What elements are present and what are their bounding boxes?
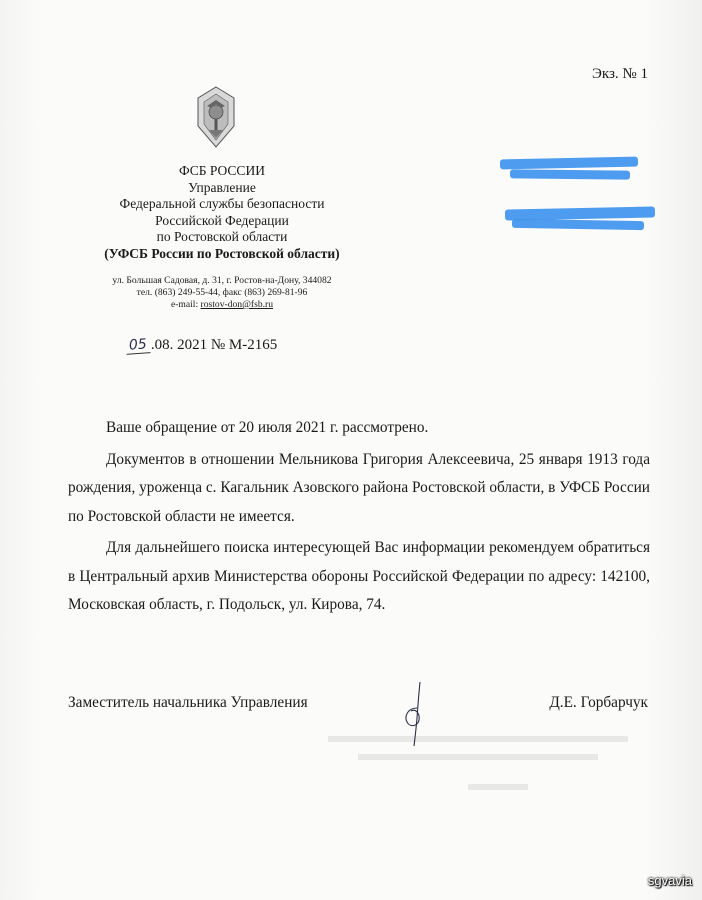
org-line-service: Федеральной службы безопасности [119, 196, 325, 211]
org-line-region: по Ростовской области [156, 229, 288, 244]
redaction-mark [510, 169, 630, 179]
redaction-mark [512, 219, 644, 230]
email-link[interactable]: rostov-don@fsb.ru [200, 299, 274, 310]
address-street: ул. Большая Садовая, д. 31, г. Ростов-на-Дону, 344082 [112, 275, 332, 286]
signatory-title: Заместитель начальника Управления [68, 694, 308, 711]
org-line-fsb: ФСБ РОССИИ [179, 163, 265, 178]
watermark-label: sgvavia [647, 873, 692, 888]
org-line-department: Управление [188, 179, 256, 195]
copy-number: Экз. № 1 [592, 66, 648, 82]
body-paragraph: Для дальнейшего поиска интересующей Вас информации рекомендуем обратиться в Центральный архив Министерства обороны Российской Федерации по адресу: 142100, Московская область, г. Подольск, ул. Кирова, 74. [68, 539, 650, 613]
org-line-federation: Российской Федерации [155, 212, 289, 228]
faint-stamp-icon [318, 728, 648, 808]
organization-header [62, 163, 382, 262]
organization-address [62, 275, 382, 311]
fsb-emblem-icon [194, 86, 238, 148]
handwritten-day: 05 [125, 336, 150, 355]
body-paragraph: Ваше обращение от 20 июля 2021 г. рассмотрено. [106, 419, 429, 436]
body-paragraph: Документов в отношении Мельникова Григория Алексеевича, 25 января 1913 года рождения, уроженца с. Кагальник Азовского района Ростовской области, в УФСБ России по Ростовской области не имеется. [68, 450, 650, 525]
address-email-line [62, 299, 382, 311]
letter-body [68, 414, 650, 623]
redaction-mark [500, 157, 638, 170]
email-prefix: e-mail: [170, 299, 201, 310]
address-phone: тел. (863) 249-55-44, факс (863) 269-81-96 [136, 287, 308, 298]
signatory-name: Д.Е. Горбарчук [549, 694, 648, 711]
org-line-abbreviation: (УФСБ России по Ростовской области) [104, 245, 340, 261]
date-and-number: .08. 2021 № М-2165 [150, 337, 278, 353]
document-date-number [126, 337, 277, 354]
